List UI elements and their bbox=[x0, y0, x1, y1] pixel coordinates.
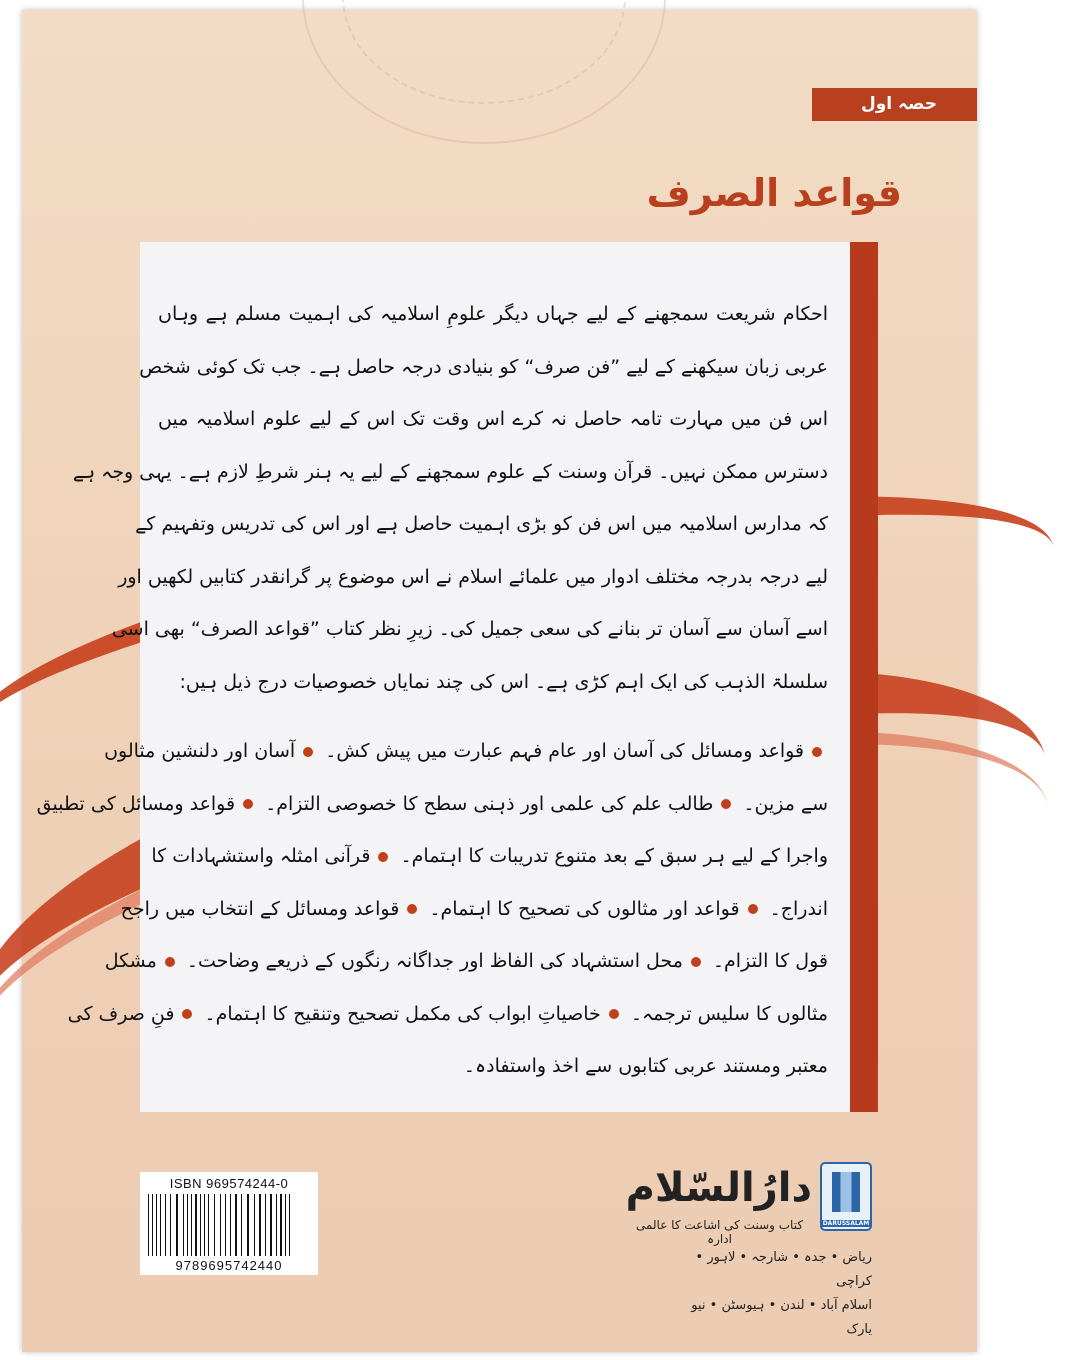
bullet-icon bbox=[165, 957, 175, 967]
bullet-icon bbox=[407, 904, 417, 914]
barcode-bar bbox=[247, 1194, 249, 1256]
feature-line bbox=[104, 935, 828, 988]
text-line: سلسلۃ الذہب کی ایک اہم کڑی ہے۔ اس کی چند نمایاں خصوصیات درج ذیل ہیں: bbox=[179, 670, 828, 693]
feature-text: خاصیاتِ ابواب کی مکمل تصحیح وتنقیح کا اہتمام۔ bbox=[198, 1002, 601, 1025]
feature-text: مشکل bbox=[104, 950, 157, 972]
barcode-bar bbox=[214, 1194, 215, 1256]
feature-text: واجرا کے لیے ہر سبق کے بعد متنوع تدریبات کا اہتمام۔ bbox=[394, 845, 828, 867]
barcode-bar bbox=[183, 1194, 184, 1256]
barcode-bar bbox=[267, 1194, 269, 1256]
barcode-bar bbox=[243, 1194, 246, 1256]
barcode-bar bbox=[167, 1194, 169, 1256]
publisher-logo bbox=[820, 1162, 872, 1231]
feature-line bbox=[151, 830, 828, 883]
barcode-bar bbox=[225, 1194, 226, 1256]
barcode-bar bbox=[227, 1194, 229, 1256]
barcode-bar bbox=[202, 1194, 203, 1256]
bullet-icon bbox=[609, 1009, 619, 1019]
publisher-name: دارُالسّلام bbox=[625, 1165, 812, 1211]
feature-text: قواعد ومسائل کی آسان اور عام فہم عبارت میں پیش کش۔ bbox=[319, 740, 804, 762]
part-label: حصہ اول bbox=[812, 88, 977, 121]
barcode-bar bbox=[278, 1194, 279, 1256]
text-line: دسترس ممکن نہیں۔ قرآن وسنت کے علوم سمجھنے کے لیے یہ ہنر شرطِ لازم ہے۔ یہی وجہ ہے bbox=[72, 460, 828, 483]
barcode-bar bbox=[191, 1194, 192, 1256]
barcode-bar bbox=[210, 1194, 213, 1256]
text-line: عربی زبان سیکھنے کے لیے ”فن صرف“ کو بنیادی درجہ حاصل ہے۔ جب تک کوئی شخص bbox=[139, 355, 828, 378]
barcode-bar bbox=[273, 1194, 275, 1256]
barcode-bar bbox=[238, 1194, 240, 1256]
barcode-bar bbox=[195, 1194, 197, 1256]
barcode-bar bbox=[262, 1194, 264, 1256]
barcode-bar bbox=[162, 1194, 164, 1256]
text-line: لیے درجہ بدرجہ مختلف ادوار میں علمائے اسلام نے اس موضوع پر گرانقدر کتابیں لکھیں اور bbox=[118, 565, 828, 588]
book-icon bbox=[832, 1172, 860, 1212]
barcode-bar bbox=[208, 1194, 209, 1256]
barcode-bar bbox=[241, 1194, 242, 1256]
barcode-bar bbox=[256, 1194, 258, 1256]
feature-text: سے مزین۔ bbox=[737, 792, 828, 815]
barcode-bar bbox=[230, 1194, 231, 1256]
barcode-bar bbox=[160, 1194, 161, 1256]
barcode-bar bbox=[289, 1194, 290, 1256]
feature-text: قواعد ومسائل کی تطبیق bbox=[36, 792, 236, 815]
cities-line: اسلام آباد • لندن • ہیوسٹن • نیو یارک bbox=[691, 1298, 872, 1337]
isbn-label: ISBN 969574244-0 bbox=[169, 1176, 289, 1191]
barcode-bar bbox=[185, 1194, 186, 1256]
bullet-icon bbox=[303, 747, 313, 757]
barcode-bar bbox=[152, 1194, 153, 1256]
bullet-icon bbox=[748, 904, 758, 914]
barcode-bar bbox=[216, 1194, 219, 1256]
text-line: احکام شریعت سمجھنے کے لیے جہاں دیگر علومِ اسلامیہ کی اہمیت مسلم ہے وہاں bbox=[158, 303, 828, 325]
barcode-bar bbox=[176, 1194, 178, 1256]
barcode-bar bbox=[235, 1194, 237, 1256]
isbn-barcode bbox=[140, 1172, 318, 1275]
ornament-decoration bbox=[302, 0, 666, 144]
publisher-tagline: کتاب وسنت کی اشاعت کا عالمی ادارہ bbox=[635, 1218, 804, 1246]
barcode-bar bbox=[265, 1194, 266, 1256]
feature-text: اندراج۔ bbox=[763, 897, 828, 920]
feature-text: محل استشہاد کی الفاظ اور جداگانہ رنگوں کے ذریعے وضاحت۔ bbox=[180, 950, 683, 972]
barcode-bars bbox=[148, 1194, 310, 1256]
barcode-bar bbox=[165, 1194, 166, 1256]
barcode-bar bbox=[220, 1194, 221, 1256]
barcode-bar bbox=[158, 1194, 159, 1256]
text-line: کہ مدارس اسلامیہ میں اس فن کو بڑی اہمیت حاصل ہے اور اس کی تدریس وتفہیم کے bbox=[135, 513, 828, 535]
ornament-decoration bbox=[342, 0, 626, 104]
feature-text: قرآنی امثلہ واستشہادات کا bbox=[151, 845, 371, 867]
publisher-cities bbox=[662, 1246, 872, 1342]
feature-text: مثالوں کا سلیس ترجمہ۔ bbox=[624, 1002, 828, 1025]
barcode-bar bbox=[189, 1194, 190, 1256]
feature-text: طالب علم کی علمی اور ذہنی سطح کا خصوصی التزام۔ bbox=[259, 792, 714, 815]
barcode-bar bbox=[198, 1194, 199, 1256]
feature-line bbox=[67, 988, 828, 1041]
barcode-bar bbox=[179, 1194, 182, 1256]
text-line: اس فن میں مہارت تامہ حاصل نہ کرے اس وقت تک اس کے لیے علوم اسلامیہ میں bbox=[158, 408, 828, 430]
barcode-bar bbox=[287, 1194, 288, 1256]
bullet-icon bbox=[243, 799, 253, 809]
bullet-icon bbox=[721, 799, 731, 809]
description-panel bbox=[36, 242, 850, 1112]
book-title: قواعد الصرف bbox=[646, 171, 902, 215]
feature-text: قواعد اور مثالوں کی تصحیح کا اہتمام۔ bbox=[423, 897, 740, 920]
bullet-icon bbox=[378, 852, 388, 862]
feature-text: معتبر ومستند عربی کتابوں سے اخذ واستفادہ۔ bbox=[463, 1055, 828, 1077]
feature-line bbox=[104, 725, 828, 778]
barcode-bar bbox=[285, 1194, 286, 1256]
barcode-bar bbox=[250, 1194, 253, 1256]
barcode-bar bbox=[291, 1194, 292, 1256]
logo-text: DARUSSALAM bbox=[822, 1220, 870, 1227]
features-list bbox=[36, 725, 828, 1093]
bullet-icon bbox=[812, 747, 822, 757]
barcode-bar bbox=[259, 1194, 261, 1256]
feature-text: فنِ صرف کی bbox=[67, 1002, 175, 1025]
barcode-bar bbox=[276, 1194, 277, 1256]
barcode-bar bbox=[150, 1194, 151, 1256]
barcode-bar bbox=[193, 1194, 194, 1256]
barcode-bar bbox=[206, 1194, 207, 1256]
barcode-bar bbox=[172, 1194, 175, 1256]
barcode-bar bbox=[170, 1194, 171, 1256]
ean-number: 9789695742440 bbox=[175, 1258, 283, 1273]
intro-paragraph bbox=[72, 288, 828, 708]
barcode-bar bbox=[280, 1194, 282, 1256]
barcode-bar bbox=[254, 1194, 255, 1256]
feature-text: آسان اور دلنشین مثالوں bbox=[104, 740, 296, 762]
feature-line bbox=[36, 778, 828, 831]
bullet-icon bbox=[691, 957, 701, 967]
barcode-bar bbox=[148, 1194, 149, 1256]
barcode-bar bbox=[283, 1194, 284, 1256]
feature-text: قول کا التزام۔ bbox=[706, 950, 828, 972]
text-line: اسے آسان سے آسان تر بنانے کی سعی جمیل کی۔ زیرِ نظر کتاب ”قواعد الصرف“ بھی اسی bbox=[111, 618, 828, 640]
cities-line: ریاض • جدہ • شارجہ • لاہور • کراچی bbox=[695, 1250, 872, 1289]
barcode-bar bbox=[156, 1194, 157, 1256]
red-side-stripe bbox=[850, 242, 878, 1112]
barcode-bar bbox=[222, 1194, 224, 1256]
feature-line bbox=[158, 1040, 828, 1093]
barcode-bar bbox=[204, 1194, 205, 1256]
barcode-bar bbox=[270, 1194, 272, 1256]
barcode-bar bbox=[187, 1194, 188, 1256]
bullet-icon bbox=[182, 1009, 192, 1019]
feature-line bbox=[120, 883, 828, 936]
barcode-bar bbox=[154, 1194, 155, 1256]
barcode-bar bbox=[232, 1194, 234, 1256]
book-back-cover bbox=[22, 10, 977, 1352]
barcode-bar bbox=[200, 1194, 201, 1256]
feature-text: قواعد ومسائل کے انتخاب میں راجح bbox=[120, 897, 400, 920]
